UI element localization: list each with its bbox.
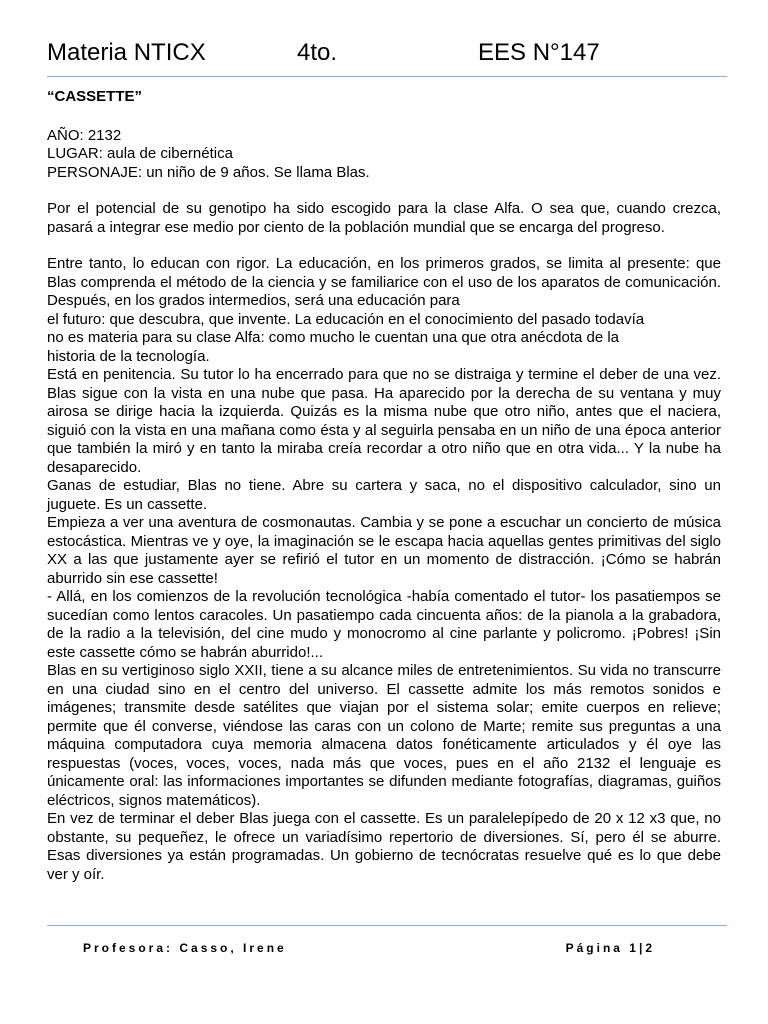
paragraph: En vez de terminar el deber Blas juega con el cassette. Es un paralelepípedo de 20 x 12 x3 que, no obstante, su pequeñez, le ofrece un variadísimo repertorio de diversiones. Sí, pero él se aburre. Esas diversiones ya están programadas. Un gobierno de tecnócratas resuelve qué es lo que debe ver y oír. <box>47 810 721 883</box>
grade-label: 4to. <box>297 39 338 66</box>
paragraph: - Allá, en los comienzos de la revolución tecnológica -había comentado el tutor- los pasatiempos se sucedían como lentos caracoles. Un pasatiempo cada cincuenta años: de la pianola a la grabadora, de la radio a la televisión, del cine mudo y monocromo al cine parlante y policromo. ¡Pobres! ¡Sin este cassette cómo se habrán aburrido!... <box>47 588 721 661</box>
paragraph: historia de la tecnología. <box>47 347 210 365</box>
paragraph: Empieza a ver una aventura de cosmonautas. Cambia y se pone a escuchar un concierto de música estocástica. Mientras ve y oye, la imaginación se le escapa hacia aquellas gentes primitivas del siglo XX a las que justamente ayer se refirió el tutor en un momento de distracción. ¡Cómo se habrán aburrido sin ese cassette! <box>47 514 721 587</box>
document-body <box>47 88 721 884</box>
paragraph: el futuro: que descubra, que invente. La educación en el conocimiento del pasado todavía <box>47 310 645 328</box>
footer-divider <box>47 925 727 926</box>
page-footer <box>83 941 655 961</box>
page-header <box>47 38 727 68</box>
story-metadata <box>47 127 721 183</box>
intro-paragraph: Por el potencial de su genotipo ha sido escogido para la clase Alfa. O sea que, cuando crezca, pasará a integrar ese medio por ciento de la población mundial que se encarga del progreso. <box>47 200 721 236</box>
school-name: EES N°147 <box>478 39 600 66</box>
header-divider <box>47 76 727 77</box>
paragraph: Ganas de estudiar, Blas no tiene. Abre su cartera y saca, no el dispositivo calculador, sino un juguete. Es un cassette. <box>47 477 721 513</box>
page-number: Página 1|2 <box>565 941 655 955</box>
teacher-name: Profesora: Casso, Irene <box>83 941 287 955</box>
paragraph: no es materia para su clase Alfa: como mucho le cuentan una que otra anécdota de la <box>47 329 620 346</box>
meta-place: LUGAR: aula de cibernética <box>47 145 233 162</box>
paragraph: Está en penitencia. Su tutor lo ha encerrado para que no se distraiga y termine el deber de una vez. Blas sigue con la vista en una nube que pasa. Ha aparecido por la derecha de su ventana y muy airosa se dirige hacia la izquierda. Quizás es la misma nube que otro niño, antes que el naciera, siguió con la vista en una mañana como ésta y al seguirla pensaba en un niño de una época anterior que también la miró y en tanto la miraba creía recordar a otro niño que en otra vida... Y la nube ha desaparecido. <box>47 366 721 476</box>
paragraph: Entre tanto, lo educan con rigor. La educación, en los primeros grados, se limita al presente: que Blas comprenda el método de la ciencia y se familiarice con el uso de los aparatos de comunicación. Después, en los grados intermedios, será una educación para <box>47 255 721 309</box>
story-text <box>47 255 721 884</box>
meta-character: PERSONAJE: un niño de 9 años. Se llama Blas. <box>47 163 370 181</box>
paragraph: Blas en su vertiginoso siglo XXII, tiene a su alcance miles de entretenimientos. Su vida no transcurre en una ciudad sino en el centro del universo. El cassette admite los más remotos sonidos e imágenes; transmite desde satélites que viajan por el sistema solar; emite cuerpos en relieve; permite que él converse, viéndose las caras con un colono de Marte; remite sus preguntas a una máquina computadora cuya memoria almacena datos fonéticamente articulados y él oye las respuestas (voces, voces, voces, nada más que voces, pues en el año 2132 el lenguaje es únicamente oral: las informaciones importantes se difunden mediante fotografías, diagramas, guiños eléctricos, signos matemáticos). <box>47 662 721 809</box>
meta-year: AÑO: 2132 <box>47 126 122 144</box>
document-title: “CASSETTE” <box>47 88 143 105</box>
subject-title: Materia NTICX <box>47 39 206 66</box>
